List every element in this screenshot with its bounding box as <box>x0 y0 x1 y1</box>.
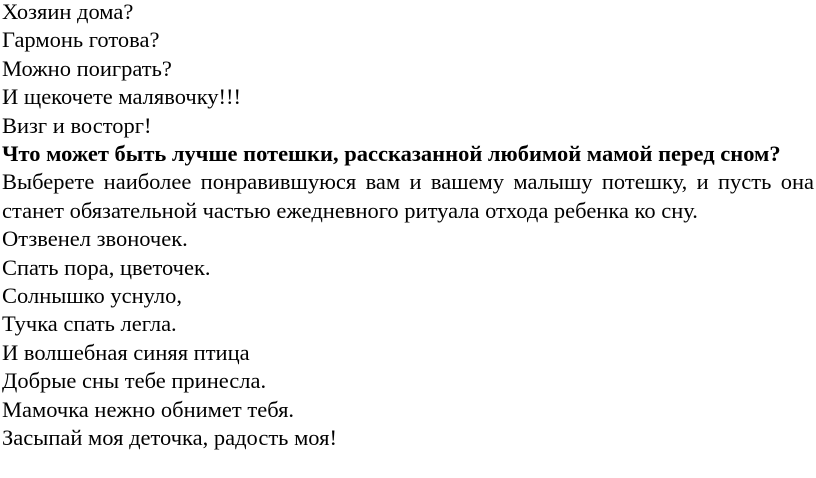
poem-line: И волшебная синяя птица <box>2 339 250 365</box>
body-paragraph: Выберете наиболее понравившуюся вам и вашему малышу потешку, и пусть она станет обязательной частью ежедневного ритуала отхода ребенка ко сну. <box>2 169 814 223</box>
bold-heading: Что может быть лучше потешки, рассказанной любимой мамой перед сном? <box>2 141 781 167</box>
intro-line: Можно поиграть? <box>2 55 172 81</box>
poem-line: Отзвенел звоночек. <box>2 226 188 252</box>
poem-line: Тучка спать легла. <box>2 311 177 337</box>
intro-line: Визг и восторг! <box>2 112 152 138</box>
intro-line: Хозяин дома? <box>2 0 134 24</box>
poem-line: Спать пора, цветочек. <box>2 254 211 280</box>
poem-line: Засыпай моя деточка, радость моя! <box>2 425 337 451</box>
intro-line: И щекочете малявочку!!! <box>2 84 242 110</box>
poem-line: Мамочка нежно обнимет тебя. <box>2 396 295 422</box>
intro-line: Гармонь готова? <box>2 27 160 53</box>
poem-line: Добрые сны тебе принесла. <box>2 368 267 394</box>
poem-line: Солнышко уснуло, <box>2 283 182 309</box>
